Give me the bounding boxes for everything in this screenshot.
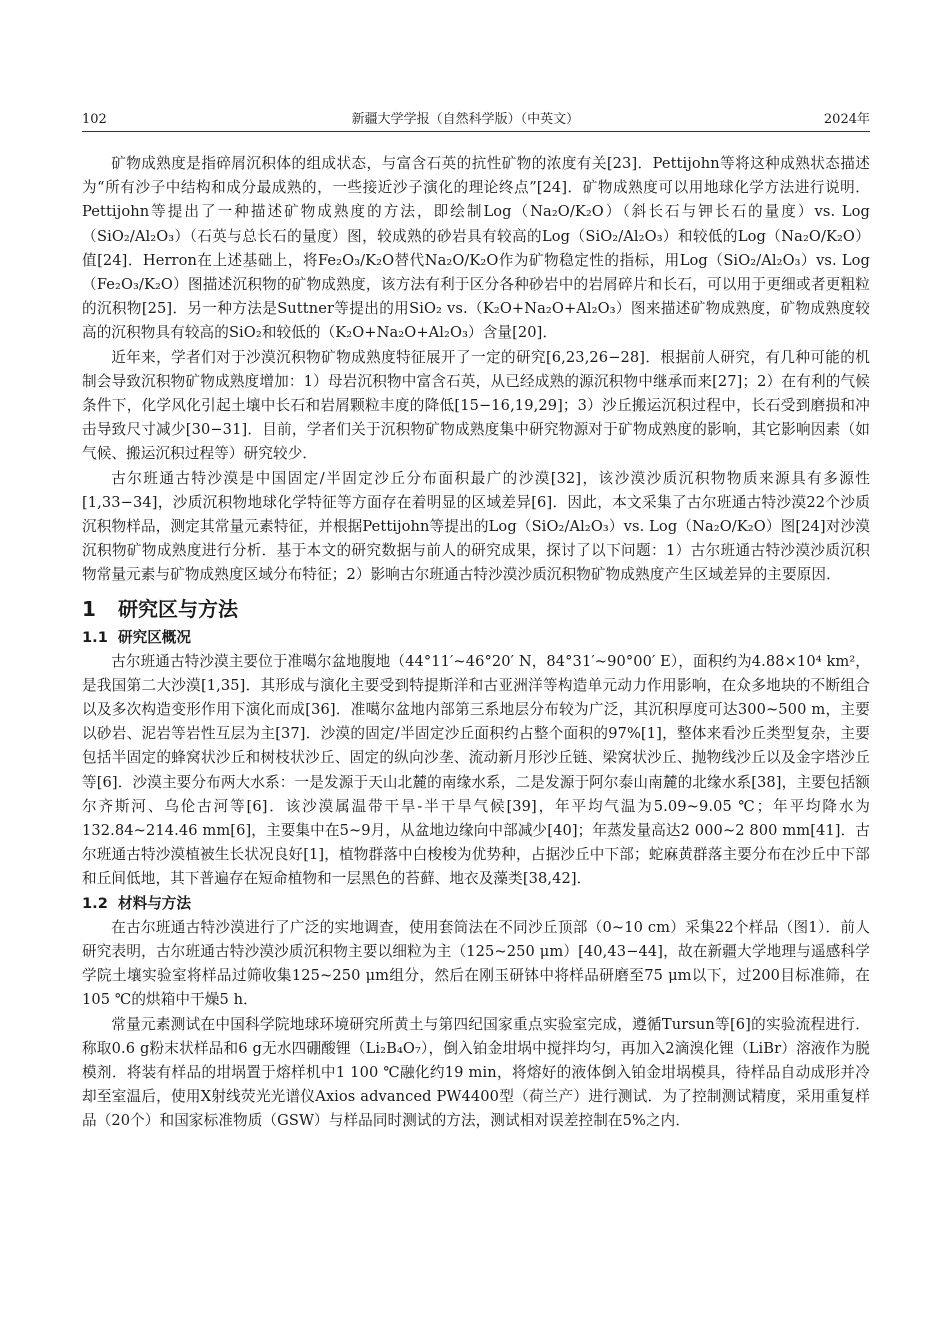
- section-heading-1: [82, 594, 870, 624]
- subsection-number: 1.1: [82, 628, 108, 646]
- journal-title: 新疆大学学报（自然科学版）（中英文）: [351, 112, 580, 127]
- intro-paragraph-3: 古尔班通古特沙漠是中国固定/半固定沙丘分布面积最广的沙漠[32]，该沙漠沙质沉积物物质来源具有多源性[1,33−34]，沙质沉积物地球化学特征等方面存在着明显的区域差异[6]．因此，本文采集了古尔班通古特沙漠22个沙质沉积物样品，测定其常量元素特征，并根据Pettijohn等提出的Log（SiO₂/Al₂O₃）vs. Log（Na₂O/K₂O）图[24]对沙漠沉积物矿物成熟度进行分析．基于本文的研究数据与前人的研究成果，探讨了以下问题：1）古尔班通古特沙漠沙质沉积物常量元素与矿物成熟度区域分布特征；2）影响古尔班通古特沙漠沙质沉积物矿物成熟度产生区域差异的主要原因．: [82, 469, 870, 584]
- subsection-heading-1-1: [82, 626, 870, 650]
- intro-paragraph-2: 近年来，学者们对于沙漠沉积物矿物成熟度特征展开了一定的研究[6,23,26−28]．根据前人研究，有几种可能的机制会导致沉积物矿物成熟度增加：1）母岩沉积物中富含石英，从已经成熟的源沉积物中继承而来[27]；2）在有利的气候条件下，化学风化引起土壤中长石和岩屑颗粒丰度的降低[15−16,19,29]；3）沙丘搬运沉积过程中，长石受到磨损和冲击导致尺寸减少[30−31]．目前，学者们关于沉积物矿物成熟度集中研究物源对于矿物成熟度的影响，其它影响因素（如气候、搬运沉积过程等）研究较少．: [82, 348, 870, 463]
- methods-paragraph-2: 常量元素测试在中国科学院地球环境研究所黄土与第四纪国家重点实验室完成，遵循Tursun等[6]的实验流程进行．称取0.6 g粉末状样品和6 g无水四硼酸锂（Li₂B₄O₇），倒入铂金坩埚中搅拌均匀，再加入2滴溴化锂（LiBr）溶液作为脱模剂．将装有样品的坩埚置于熔样机中1 100 ℃融化约19 min，将熔好的液体倒入铂金坩埚模具，待样品自动成形并冷却至室温后，使用X射线荧光光谱仪Axios advanced PW4400型（荷兰产）进行测试．为了控制测试精度，采用重复样品（20个）和国家标准物质（GSW）与样品同时测试的方法，测试相对误差控制在5%之内．: [82, 1015, 870, 1130]
- running-header: [82, 108, 870, 132]
- methods-paragraph-1: 在古尔班通古特沙漠进行了广泛的实地调查，使用套筒法在不同沙丘顶部（0~10 cm）采集22个样品（图1）．前人研究表明，古尔班通古特沙漠沙质沉积物主要以细粒为主（125~250 μm）[40,43−44]，故在新疆大学地理与遥感科学学院土壤实验室将样品过筛收集125~250 μm组分，然后在刚玉研钵中将样品研磨至75 μm以下，过200目标准筛，在105 ℃的烘箱中干燥5 h．: [82, 918, 870, 1009]
- study-area-paragraph: 古尔班通古特沙漠主要位于准噶尔盆地腹地（44°11′~46°20′ N，84°31′~90°00′ E），面积约为4.88×10⁴ km²，是我国第二大沙漠[1,35]．其形成与演化主要受到特提斯洋和古亚洲洋等构造单元动力作用影响，在众多地块的不断组合以及多次构造变形作用下演化而成[36]．准噶尔盆地内部第三系地层分布较为广泛，其沉积厚度可达300~500 m，主要以砂岩、泥岩等岩性互层为主[37]．沙漠的固定/半固定沙丘面积约占整个面积的97%[1]，整体来看沙丘类型复杂，主要包括半固定的蜂窝状沙丘和树枝状沙丘、固定的纵向沙垄、流动新月形沙丘链、梁窝状沙丘、抛物线沙丘以及金字塔沙丘等[6]．沙漠主要分布两大水系：一是发源于天山北麓的南缘水系，二是发源于阿尔泰山南麓的北缘水系[38]，主要包括额尔齐斯河、乌伦古河等[6]．该沙漠属温带干旱-半干旱气候[39]，年平均气温为5.09~9.05 ℃；年平均降水为132.84~214.46 mm[6]，主要集中在5~9月，从盆地边缘向中部减少[40]；年蒸发量高达2 000~2 800 mm[41]．古尔班通古特沙漠植被生长状况良好[1]，植物群落中白梭梭为优势种，占据沙丘中下部；蛇麻黄群落主要分布在沙丘中下部和丘间低地，其下普遍存在短命植物和一层黑色的苔藓、地衣及藻类[38,42]．: [82, 652, 870, 888]
- page: [82, 100, 870, 1134]
- subsection-title: 材料与方法: [118, 894, 191, 912]
- article-body: [82, 152, 870, 1134]
- section-number: 1: [82, 596, 96, 621]
- publication-year: 2024年: [823, 112, 870, 127]
- subsection-number: 1.2: [82, 894, 108, 912]
- subsection-heading-1-2: [82, 892, 870, 916]
- page-number: 102: [82, 112, 107, 127]
- intro-paragraph-1: 矿物成熟度是指碎屑沉积体的组成状态，与富含石英的抗性矿物的浓度有关[23]．Pettijohn等将这种成熟状态描述为“所有沙子中结构和成分最成熟的，一些接近沙子演化的理论终点”[24]．矿物成熟度可以用地球化学方法进行说明．Pettijohn等提出了一种描述矿物成熟度的方法，即绘制Log（Na₂O/K₂O）（斜长石与钾长石的量度）vs. Log（SiO₂/Al₂O₃）（石英与总长石的量度）图，较成熟的砂岩具有较高的Log（SiO₂/Al₂O₃）和较低的Log（Na₂O/K₂O）值[24]．Herron在上述基础上，将Fe₂O₃/K₂O替代Na₂O/K₂O作为矿物稳定性的指标，用Log（SiO₂/Al₂O₃）vs. Log（Fe₂O₃/K₂O）图描述沉积物的矿物成熟度，该方法有利于区分各种砂岩中的岩屑碎片和长石，可以用于更细或者更粗粒的沉积物[25]．另一种方法是Suttner等提出的用SiO₂ vs.（K₂O+Na₂O+Al₂O₃）图来描述矿物成熟度，矿物成熟度较高的沉积物具有较高的SiO₂和较低的（K₂O+Na₂O+Al₂O₃）含量[20]．: [82, 155, 870, 342]
- section-title: 研究区与方法: [118, 596, 238, 621]
- subsection-title: 研究区概况: [118, 628, 191, 646]
